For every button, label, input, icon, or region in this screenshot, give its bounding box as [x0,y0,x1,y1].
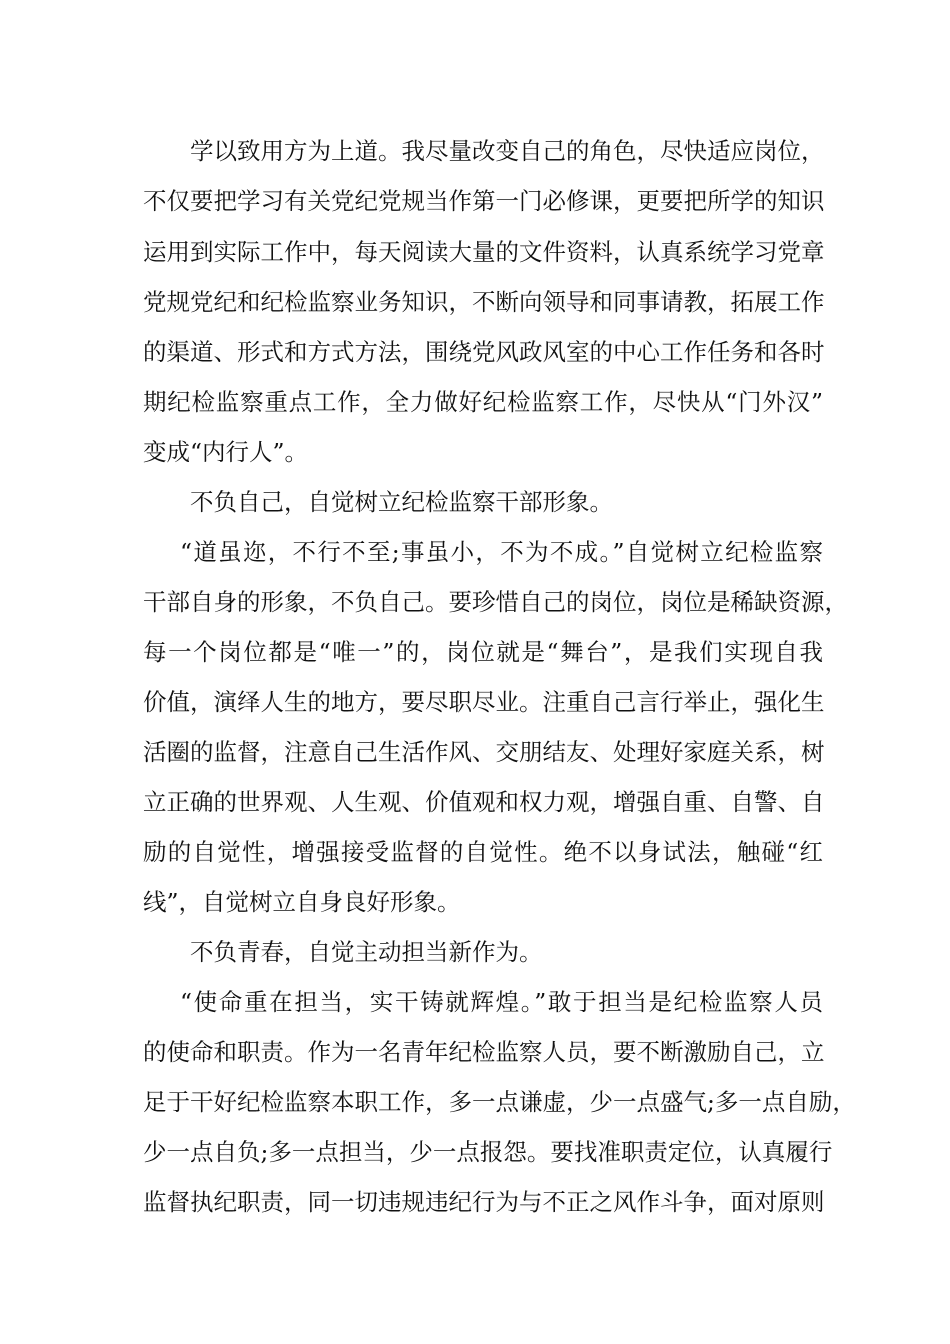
text-line: 价值，演绎人生的地方，要尽职尽业。注重自己言行举止，强化生 [143,688,825,716]
text-line: “使命重在担当，实干铸就辉煌。”敢于担当是纪检监察人员 [180,988,823,1016]
text-line: 期纪检监察重点工作，全力做好纪检监察工作，尽快从“门外汉” [143,388,823,416]
text-line: 党规党纪和纪检监察业务知识，不断向领导和同事请教，拓展工作 [143,288,825,316]
text-line: 的渠道、形式和方式方法，围绕党风政风室的中心工作任务和各时 [143,338,825,366]
text-line: 运用到实际工作中，每天阅读大量的文件资料，认真系统学习党章 [143,238,825,266]
text-line: 干部自身的形象，不负自己。要珍惜自己的岗位，岗位是稀缺资源， [143,588,848,616]
text-line: 每一个岗位都是“唯一”的，岗位就是“舞台”，是我们实现自我 [143,638,823,666]
text-line: 不仅要把学习有关党纪党规当作第一门必修课，更要把所学的知识 [143,187,825,215]
text-line: 的使命和职责。作为一名青年纪检监察人员，要不断激励自己，立 [143,1038,825,1066]
text-line: 足于干好纪检监察本职工作，多一点谦虚，少一点盛气;多一点自励， [143,1088,856,1116]
text-line: 少一点自负;多一点担当，少一点报怨。要找准职责定位，认真履行 [143,1138,833,1166]
text-line: 学以致用方为上道。我尽量改变自己的角色，尽快适应岗位， [190,137,825,165]
section-heading: 不负自己，自觉树立纪检监察干部形象。 [190,488,613,516]
text-line: 变成“内行人”。 [143,438,309,466]
text-line: “道虽迩，不行不至;事虽小，不为不成。”自觉树立纪检监察 [180,538,823,566]
text-line: 活圈的监督，注意自己生活作风、交朋结友、处理好家庭关系，树 [143,738,825,766]
text-line: 线”，自觉树立自身良好形象。 [143,888,461,916]
text-line: 励的自觉性，增强接受监督的自觉性。绝不以身试法，触碰“红 [143,838,823,866]
section-heading: 不负青春，自觉主动担当新作为。 [190,938,543,966]
text-line: 监督执纪职责，同一切违规违纪行为与不正之风作斗争，面对原则 [143,1188,825,1216]
text-line: 立正确的世界观、人生观、价值观和权力观，增强自重、自警、自 [143,788,825,816]
